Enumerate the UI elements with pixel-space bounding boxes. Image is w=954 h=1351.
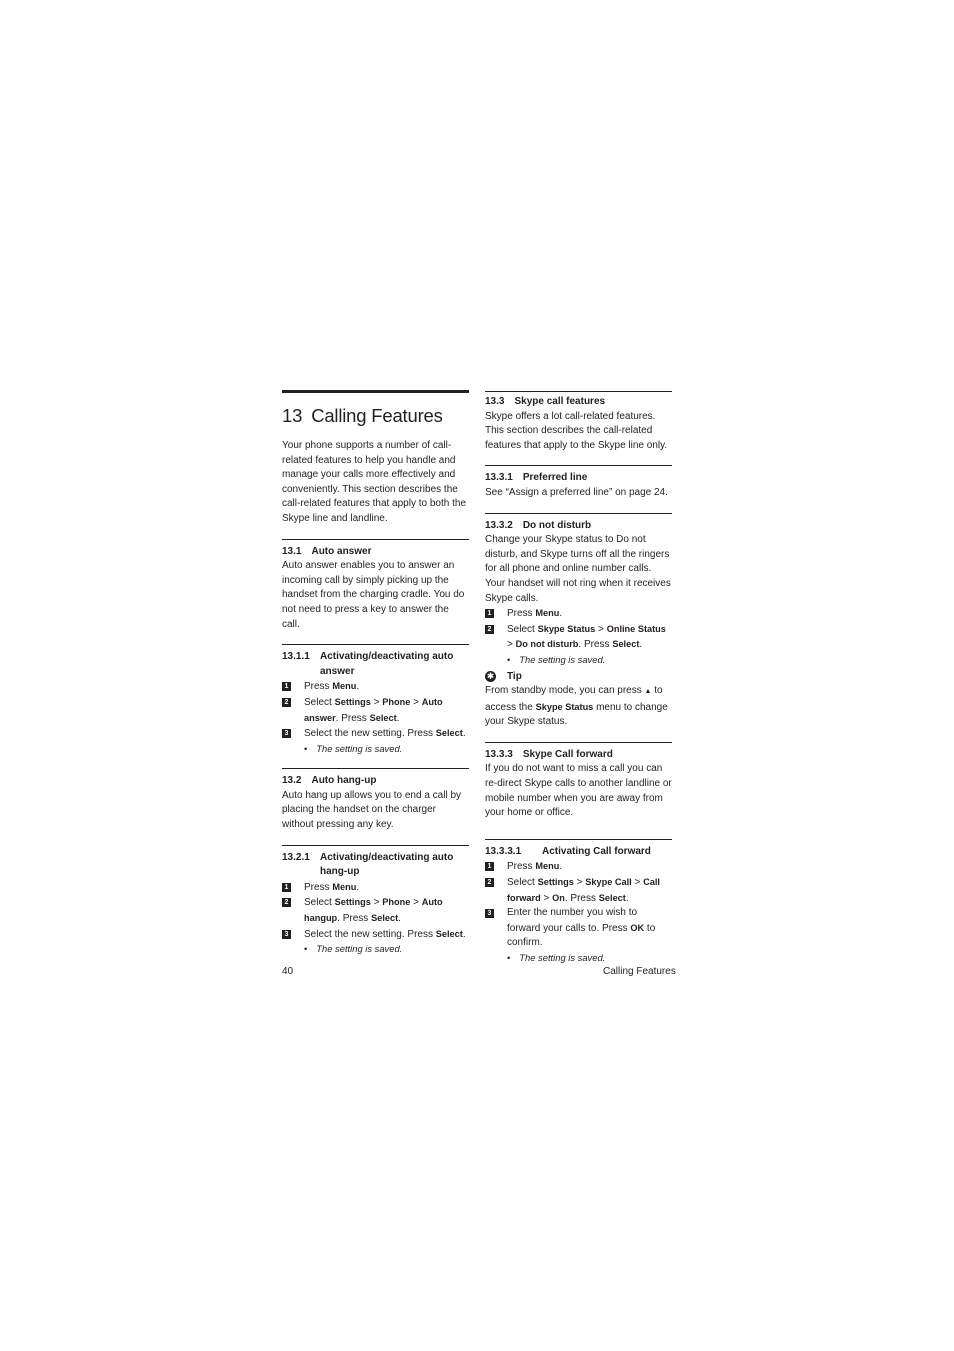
step-list [485,606,672,667]
step-number: 1 [282,883,291,892]
step-item: 2 Select Settings > Skype Call > Call forward > On. Press Select. [485,875,672,906]
section-13-2 [282,768,469,832]
step-item: 3 Select the new setting. Press Select. [282,726,469,742]
step-list [282,880,469,957]
step-result: • The setting is saved. [507,952,606,963]
step-item: 1 Press Menu. [485,859,672,875]
step-number: 3 [485,909,494,918]
section-13-3-1 [485,465,672,500]
tip-heading: ✱ Tip [486,670,522,682]
left-column [282,390,469,957]
up-arrow-icon: ▲ [644,688,652,696]
step-result: • The setting is saved. [507,653,606,665]
right-column [485,391,672,966]
section-body: Skype offers a lot call-related features. This section describes the call-related features that apply to the Skype line only. [485,410,668,451]
chapter-rule [282,390,469,393]
step-item: 1 Press Menu. [485,606,672,622]
step-item: 3 Select the new setting. Press Select. [282,927,469,943]
step-number: 1 [485,609,494,618]
section-body: If you do not want to miss a call you can re-direct Skype calls to another landline or mobile number when you are away from your home or office. [485,763,672,819]
chapter-intro: Your phone supports a number of call-related features to help you handle and manage your calls more effectively and conveniently. This section describes the call-related features that apply to both the Skype line and landline. [282,440,467,524]
step-item: 3 Enter the number you wish to forward your calls to. Press OK to confirm. [485,906,672,951]
step-number: 1 [282,682,291,691]
section-heading: 13.2 Auto hang-up [282,775,377,787]
section-body: Auto hang up allows you to end a call by placing the handset on the charger without pressing any key. [282,789,462,831]
section-13-3 [485,391,672,453]
step-number: 1 [485,862,494,871]
step-number: 3 [282,930,291,939]
step-item: 2 Select Skype Status > Online Status > Do not disturb. Press Select. [485,622,672,653]
step-item: 2 Select Settings > Phone > Auto hangup. Press Select. [282,895,469,926]
tip-box [485,670,672,730]
step-result: • The setting is saved. [304,742,403,754]
section-heading: 13.3.3 Skype Call forward [485,748,613,760]
step-item: 1 Press Menu. [282,679,469,695]
step-number: 2 [282,898,291,907]
section-heading: 13.3.2 Do not disturb [485,519,592,531]
section-13-3-3-1 [485,839,672,966]
section-body: Change your Skype status to Do not disturb, and Skype turns off all the ringers for all phone and online number calls. Your handset will not ring when it receives Skype calls. [485,534,671,604]
section-body: Auto answer enables you to answer an incoming call by simply picking up the handset from the charging cradle. You do not need to press a key to answer the call. [282,560,465,630]
section-heading: 13.3.3.1 Activating Call forward [485,845,651,857]
section-heading: 13.1 Auto answer [282,545,372,557]
section-13-2-1 [282,845,469,957]
section-heading: 13.2.1 Activating/deactivating auto hang-up [282,851,454,878]
running-footer: Calling Features [603,966,676,977]
section-13-3-2 [485,513,672,730]
section-heading: 13.3 Skype call features [485,396,606,407]
step-item: 2 Select Settings > Phone > Auto answer. Press Select. [282,695,469,726]
step-item: 1 Press Menu. [282,880,469,896]
section-13-3-3 [485,742,672,821]
section-heading: 13.3.1 Preferred line [485,472,588,484]
page-number: 40 [282,966,294,977]
chapter-title: 13 Calling Features [282,405,443,426]
step-number: 2 [485,625,494,634]
section-heading: 13.1.1 Activating/deactivating auto answer [282,651,454,677]
step-list [282,679,469,756]
section-13-1-1 [282,644,469,756]
tip-text: From standby mode, you can press ▲ to access the Skype Status menu to change your Skype status. [485,685,668,728]
step-number: 3 [282,729,291,738]
section-13-1 [282,539,469,633]
step-list [485,859,672,965]
step-number: 2 [282,698,291,707]
section-body: See “Assign a preferred line” on page 24. [485,486,668,498]
step-number: 2 [485,878,494,887]
tip-asterisk-icon: ✱ [486,671,495,682]
step-result: • The setting is saved. [304,943,403,955]
